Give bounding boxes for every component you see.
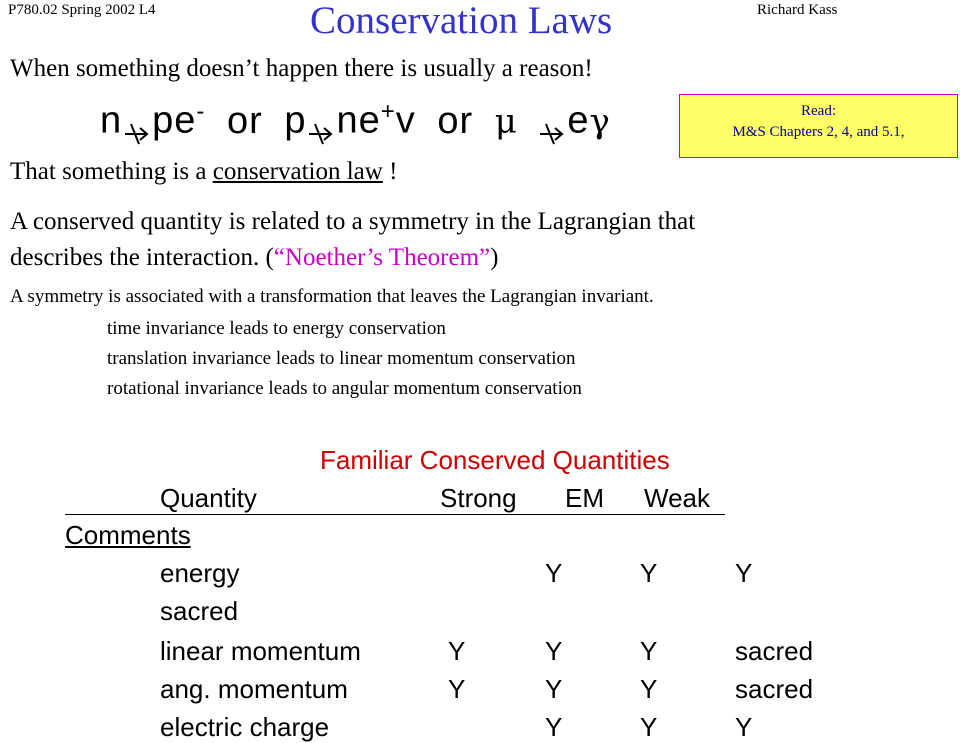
forbidden-reactions (100, 98, 611, 143)
reaction1-final: pe (152, 99, 197, 142)
symmetry-para-line1: A conserved quantity is related to a symmetry in the Lagrangian that (10, 208, 696, 235)
row-weak: Y (640, 636, 658, 666)
familiar-title: Familiar Conserved Quantities (320, 445, 670, 475)
conservation-law-term: conservation law (212, 158, 383, 185)
row-em: Y (545, 712, 563, 742)
author-label: Richard Kass (757, 2, 838, 18)
slide-title: Conservation Laws (310, 0, 613, 42)
para-line2-prefix: describes the interaction. ( (10, 244, 274, 271)
or-label-1: or (226, 99, 263, 142)
symmetry-para-line2 (10, 244, 498, 272)
header-weak: Weak (644, 483, 710, 513)
reaction3-final-e: e (567, 99, 590, 142)
row-strong: Y (545, 558, 563, 588)
read-box (679, 94, 958, 158)
header-em: EM (565, 483, 604, 513)
row-strong: Y (448, 636, 466, 666)
row-comment: sacred (735, 636, 814, 666)
reaction3-final-gamma: γ (589, 101, 611, 142)
row-weak: Y (640, 712, 658, 742)
row-weak: Y (640, 674, 658, 704)
not-arrow-icon (539, 113, 565, 133)
row-comment: Y (735, 712, 753, 742)
reaction2-sup: + (380, 98, 396, 125)
course-label: P780.02 Spring 2002 L4 (8, 2, 156, 18)
or-label-2: or (437, 99, 474, 142)
row-comment: sacred (735, 674, 814, 704)
reaction3-initial: μ (494, 101, 518, 142)
header-comments: Comments (65, 520, 191, 550)
symmetry-item: time invariance leads to energy conservation (107, 318, 446, 339)
reaction2-initial: p (284, 99, 307, 142)
row-quantity: energy (160, 558, 240, 588)
reaction1-sup: - (196, 98, 206, 125)
read-label: Read: (801, 103, 836, 119)
para-line2-suffix: ) (490, 244, 499, 271)
intro-text: When something doesn’t happen there is usually a reason! (10, 55, 593, 82)
read-chapters: M&S Chapters 2, 4, and 5.1, (732, 124, 905, 140)
reaction2-final: ne (336, 99, 381, 142)
symmetry-intro: A symmetry is associated with a transformation that leaves the Lagrangian invariant. (10, 286, 654, 307)
law-suffix: ! (382, 158, 398, 185)
law-prefix: That something is a (10, 158, 213, 185)
row-strong: Y (448, 674, 466, 704)
row-em: Y (545, 636, 563, 666)
header-strong: Strong (440, 483, 517, 513)
not-arrow-icon (124, 113, 150, 133)
symmetry-item: rotational invariance leads to angular momentum conservation (107, 378, 582, 399)
row-em: Y (640, 558, 658, 588)
row-em: Y (545, 674, 563, 704)
reaction2-neutrino: v (395, 99, 416, 142)
row-quantity: linear momentum (160, 636, 361, 666)
header-quantity: Quantity (160, 483, 257, 513)
noether-theorem: “Noether’s Theorem” (273, 244, 491, 271)
row-quantity: ang. momentum (160, 674, 348, 704)
row-comment: sacred (160, 596, 239, 626)
not-arrow-icon (308, 113, 334, 133)
reaction1-initial: n (100, 99, 123, 142)
row-weak: Y (735, 558, 753, 588)
conservation-law-line (10, 158, 397, 186)
symmetry-item: translation invariance leads to linear momentum conservation (107, 348, 576, 369)
row-quantity: electric charge (160, 712, 330, 742)
